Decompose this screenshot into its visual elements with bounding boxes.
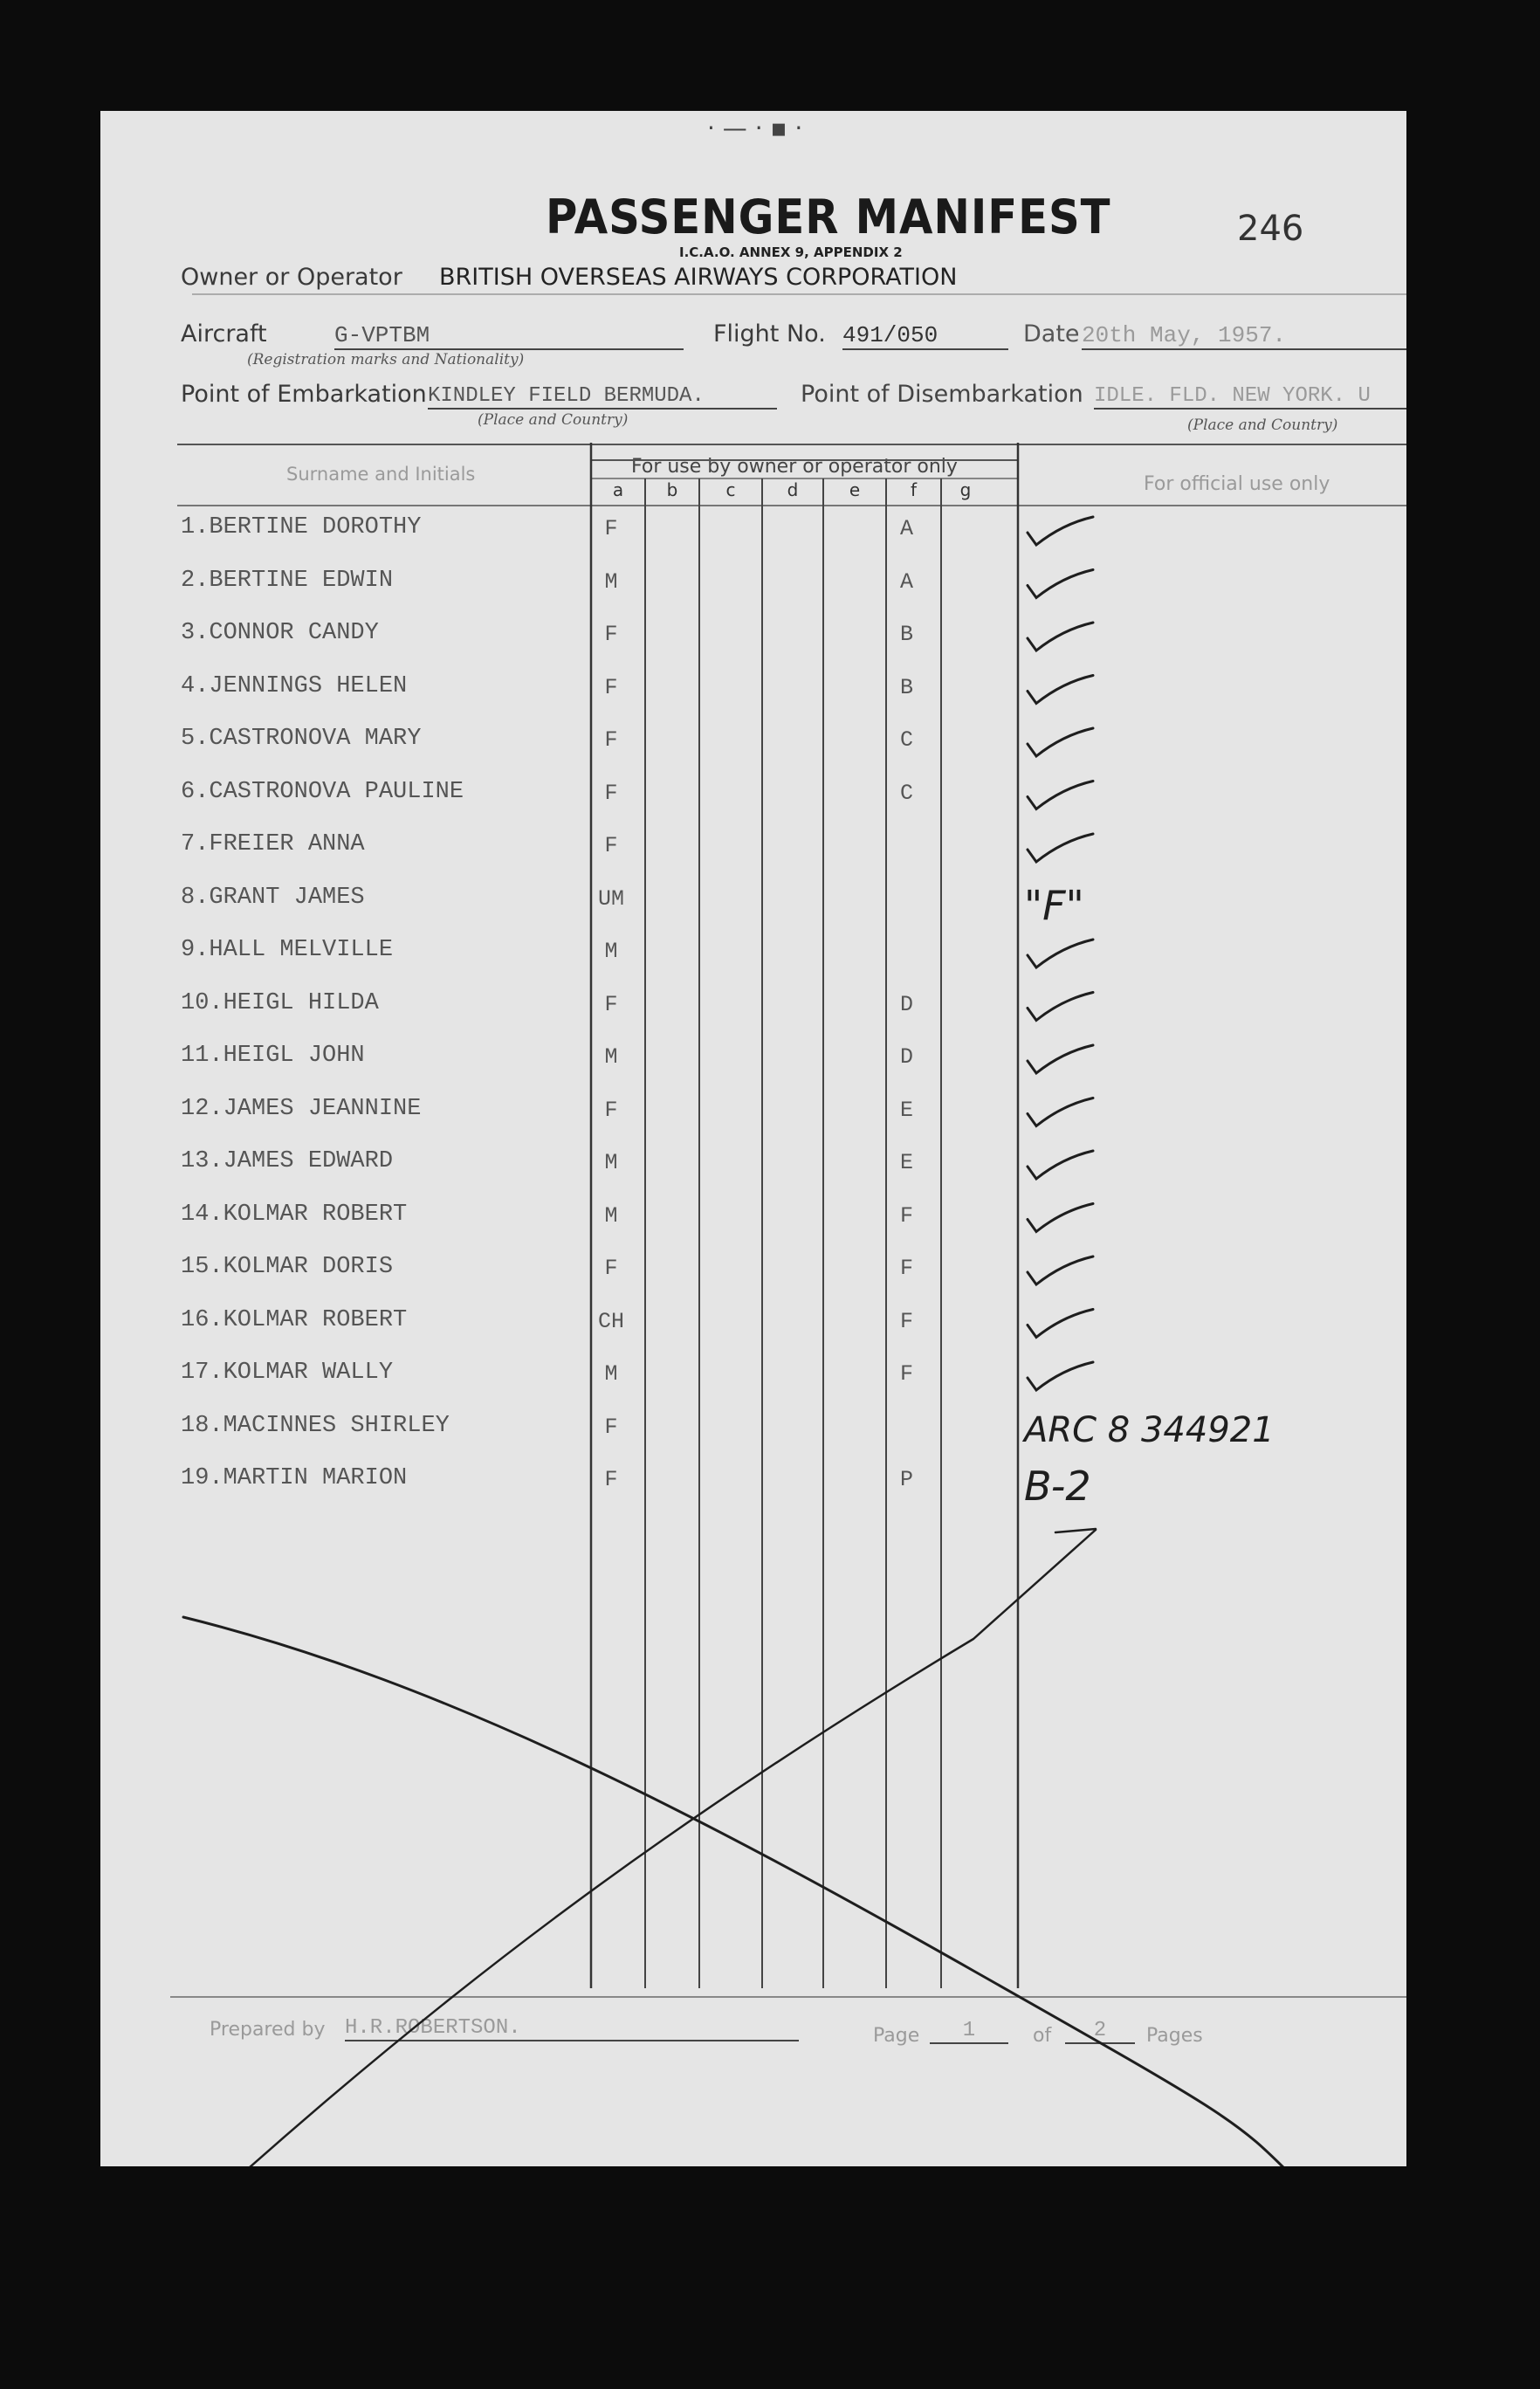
of-value: 2 [1065, 2019, 1135, 2044]
cell-f: D [899, 991, 913, 1017]
check-mark-icon [1028, 623, 1093, 651]
cell-f: E [899, 1097, 913, 1123]
cell-a: F [604, 1256, 618, 1281]
check-mark-icon [1028, 676, 1093, 704]
passenger-name: 17.KOLMAR WALLY [181, 1360, 394, 1386]
cell-a: F [604, 991, 618, 1017]
owner-use-header: For use by owner or operator only [631, 456, 958, 478]
disembark-value: IDLE. FLD. NEW YORK. U [1094, 384, 1406, 410]
cross-out-stroke [1055, 1529, 1096, 1532]
cell-f: E [899, 1150, 913, 1175]
passenger-name: 18.MACINNES SHIRLEY [181, 1412, 450, 1439]
cell-a: UM [597, 885, 624, 912]
page-label: Page [873, 2025, 920, 2047]
of-label: of [1033, 2025, 1052, 2047]
cell-a: M [604, 1202, 618, 1229]
official-note: B-2 [1024, 1463, 1091, 1510]
cell-a: F [604, 1467, 618, 1492]
column-header-e: e [849, 479, 861, 500]
owner-label: Owner or Operator [181, 264, 402, 291]
cross-out-stroke [225, 1530, 1096, 2166]
check-mark-icon [1028, 1098, 1093, 1126]
flight-label: Flight No. [713, 320, 826, 348]
header-marks: · — · ▪ · [707, 114, 803, 142]
official-note: "F" [1024, 881, 1084, 929]
check-mark-icon [1028, 993, 1093, 1021]
check-mark-icon [1028, 1310, 1093, 1338]
cell-f: B [899, 674, 913, 700]
cell-f: P [899, 1467, 913, 1492]
passenger-name: 11.HEIGL JOHN [181, 1043, 365, 1069]
passenger-name: 19.MARTIN MARION [181, 1465, 408, 1491]
cell-f: C [899, 780, 913, 806]
check-mark-icon [1028, 940, 1093, 967]
passenger-name: 7.FREIER ANNA [181, 831, 365, 857]
name-column-header: Surname and Initials [286, 464, 476, 485]
cell-f: A [899, 516, 913, 541]
cell-a: CH [597, 1308, 624, 1334]
flight-value: 491/050 [842, 322, 1008, 350]
cell-a: F [604, 1414, 618, 1440]
cell-f: F [899, 1308, 913, 1334]
passenger-name: 2.BERTINE EDWIN [181, 567, 394, 594]
cell-f: C [899, 727, 913, 753]
passenger-name: 4.JENNINGS HELEN [181, 672, 408, 699]
date-value: 20th May, 1957. [1082, 322, 1406, 350]
column-header-d: d [787, 479, 799, 500]
check-mark-icon [1028, 1256, 1093, 1284]
cell-a: M [604, 1361, 618, 1387]
date-label: Date [1023, 320, 1080, 348]
column-header-f: f [910, 479, 918, 500]
cell-f: F [899, 1256, 913, 1281]
passenger-name: 14.KOLMAR ROBERT [181, 1201, 408, 1228]
page-number: 246 [1237, 209, 1304, 249]
prepared-value: H.R.ROBERTSON. [345, 2016, 799, 2041]
check-mark-icon [1028, 834, 1093, 862]
aircraft-note: (Registration marks and Nationality) [247, 351, 525, 368]
cell-a: F [604, 727, 618, 753]
cell-a: M [604, 1044, 618, 1070]
passenger-name: 8.GRANT JAMES [181, 884, 365, 911]
aircraft-value: G-VPTBM [334, 322, 684, 350]
check-mark-icon [1028, 1204, 1093, 1232]
passenger-name: 9.HALL MELVILLE [181, 937, 394, 963]
page-value: 1 [930, 2019, 1008, 2044]
check-mark-icon [1028, 1045, 1093, 1073]
cell-f: F [899, 1202, 913, 1229]
cell-f: B [899, 622, 913, 647]
prepared-label: Prepared by [210, 2019, 326, 2041]
passenger-name: 13.JAMES EDWARD [181, 1148, 394, 1174]
column-header-b: b [666, 479, 678, 500]
passenger-name: 3.CONNOR CANDY [181, 620, 379, 646]
check-mark-icon [1028, 570, 1093, 598]
passenger-name: 15.KOLMAR DORIS [181, 1254, 394, 1280]
passenger-name: 1.BERTINE DOROTHY [181, 514, 422, 540]
passenger-name: 10.HEIGL HILDA [181, 989, 379, 1016]
cell-f: A [899, 568, 913, 595]
disembark-label: Point of Disembarkation [801, 381, 1083, 408]
cell-a: F [604, 833, 618, 858]
cell-a: M [604, 568, 618, 595]
cell-a: M [604, 1150, 618, 1175]
passenger-name: 12.JAMES JEANNINE [181, 1095, 422, 1122]
cell-a: F [604, 622, 618, 647]
passenger-name: 16.KOLMAR ROBERT [181, 1306, 408, 1333]
embark-label: Point of Embarkation [181, 381, 427, 408]
embark-note: (Place and Country) [478, 411, 629, 429]
document-subtitle: I.C.A.O. ANNEX 9, APPENDIX 2 [679, 244, 903, 260]
column-header-a: a [612, 479, 624, 500]
passenger-name: 6.CASTRONOVA PAULINE [181, 778, 464, 805]
check-mark-icon [1028, 781, 1093, 809]
cell-f: D [899, 1044, 913, 1070]
embark-value: KINDLEY FIELD BERMUDA. [428, 384, 777, 410]
cell-f: F [899, 1361, 913, 1387]
column-header-c: c [725, 479, 736, 500]
cell-a: F [604, 780, 618, 806]
check-mark-icon [1028, 1151, 1093, 1179]
official-use-header: For official use only [1144, 473, 1330, 495]
document-title: PASSENGER MANIFEST [546, 189, 1111, 244]
ruling-and-strokes [100, 111, 1406, 2166]
aircraft-label: Aircraft [181, 320, 267, 348]
cell-a: M [604, 939, 618, 964]
check-mark-icon [1028, 1362, 1093, 1390]
disembark-note: (Place and Country) [1187, 417, 1338, 434]
cell-a: F [604, 674, 618, 700]
cell-a: F [604, 516, 618, 541]
check-mark-icon [1028, 728, 1093, 756]
check-mark-icon [1028, 517, 1093, 545]
official-note: ARC 8 344921 [1024, 1409, 1275, 1450]
column-header-g: g [959, 479, 972, 500]
passenger-name: 5.CASTRONOVA MARY [181, 726, 422, 752]
pages-label: Pages [1146, 2025, 1203, 2047]
manifest-page [100, 111, 1406, 2166]
cross-out-stroke [183, 1617, 1295, 2166]
cell-a: F [604, 1097, 618, 1123]
owner-value: BRITISH OVERSEAS AIRWAYS CORPORATION [439, 264, 958, 291]
